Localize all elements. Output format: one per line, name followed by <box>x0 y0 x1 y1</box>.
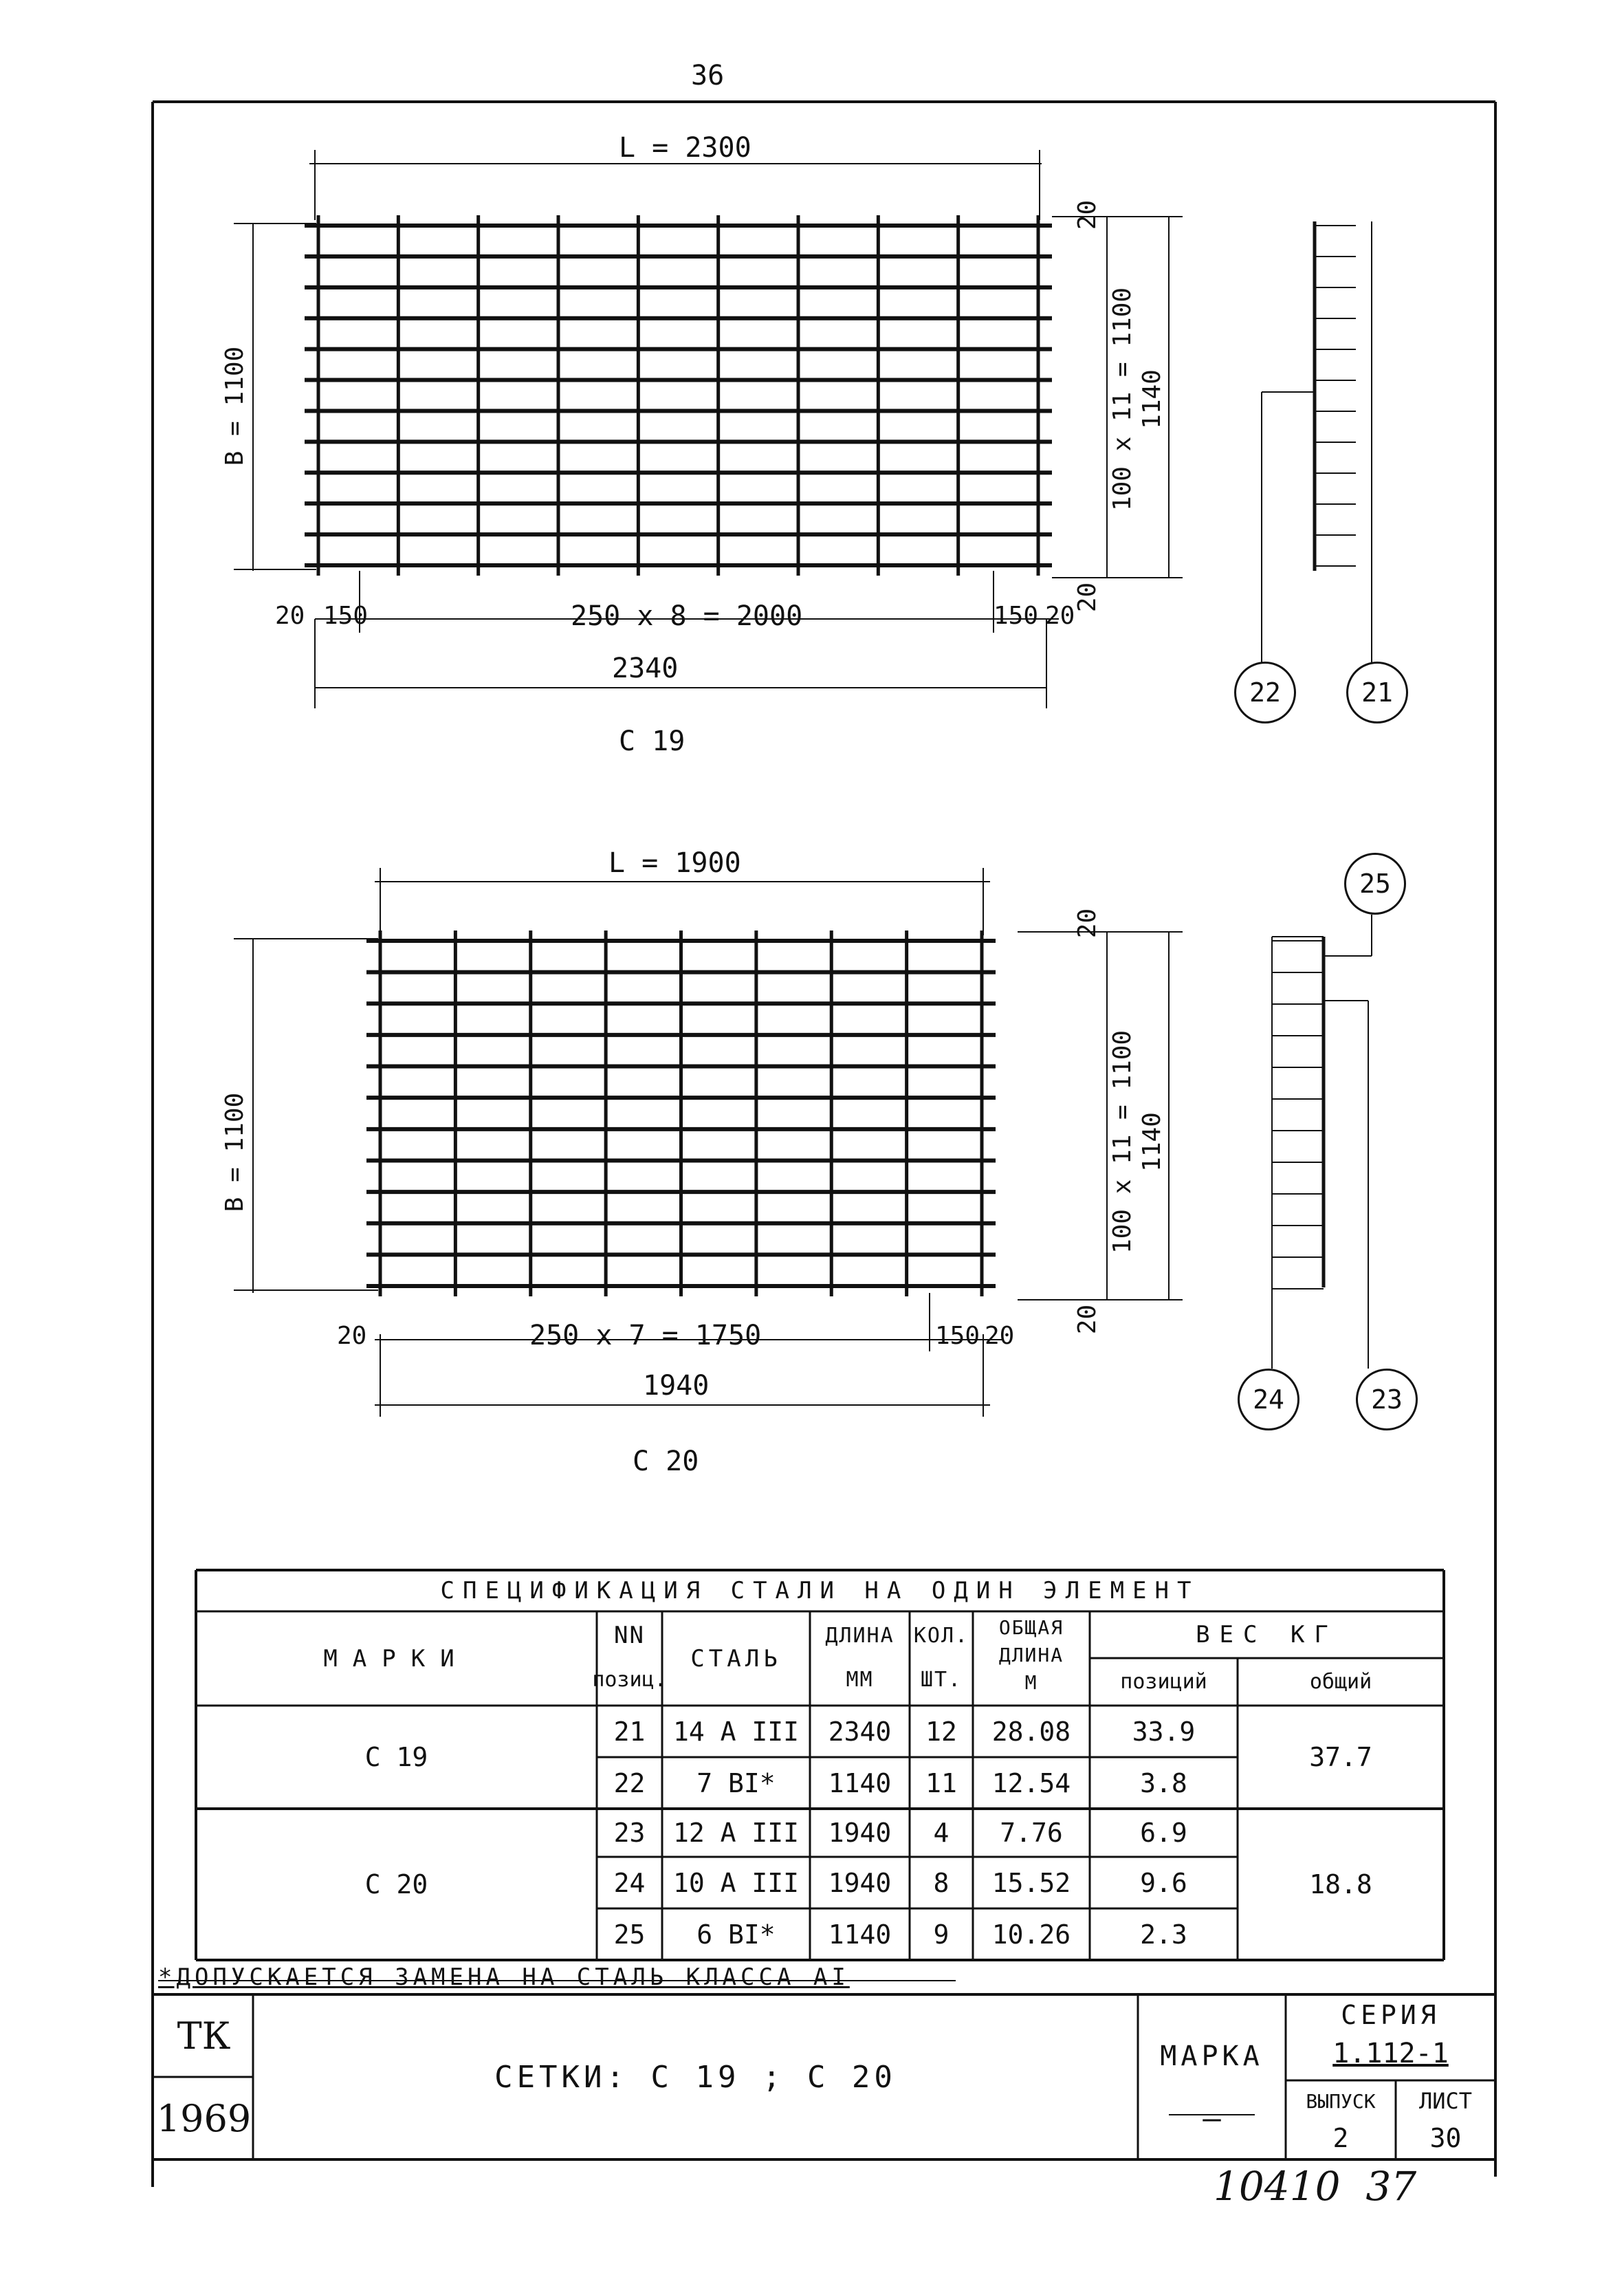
hdr-marks: МАРКИ <box>323 1644 470 1673</box>
c19-right-offset: 20 <box>1045 602 1075 630</box>
c20-length-label: L = 1900 <box>608 847 741 879</box>
table-row-1-qty: 11 <box>925 1767 957 1798</box>
callout-23: 23 <box>1356 1369 1418 1430</box>
hdr-length-1: ДЛИНА <box>825 1623 895 1648</box>
c19-left-offset: 20 <box>275 602 305 630</box>
c20-horizontal-pitch-label: 250 x 7 = 1750 <box>529 1320 762 1351</box>
c19-overall-width-label: 2340 <box>612 653 679 684</box>
table-row-4-steel: 6 ВI* <box>696 1919 776 1950</box>
mark-label: МАРКА <box>1160 2040 1264 2072</box>
c19-bottom-offset: 20 <box>1073 582 1102 613</box>
table-row-4-qty: 9 <box>933 1919 950 1950</box>
sheet-value: 30 <box>1429 2123 1462 2153</box>
spec-table-title: СПЕЦИФИКАЦИЯ СТАЛИ НА ОДИН ЭЛЕМЕНТ <box>440 1577 1200 1604</box>
drawing-title: СЕТКИ: С 19 ; С 20 <box>494 2059 897 2095</box>
table-row-4-pos: 25 <box>613 1919 646 1950</box>
hdr-weight: ВЕС КГ <box>1196 1621 1338 1648</box>
c19-left-margin: 150 <box>323 602 369 630</box>
title-block-year: 1969 <box>156 2096 252 2140</box>
page-number: 36 <box>691 60 725 91</box>
c20-height-label: B = 1100 <box>221 1092 250 1212</box>
table-row-4-total-length: 10.26 <box>991 1919 1071 1950</box>
c20-name: C 20 <box>633 1446 699 1477</box>
callout-22: 22 <box>1234 662 1296 723</box>
hdr-total-length-2: ДЛИНА <box>998 1643 1064 1666</box>
c20-right-margin: 150 <box>935 1322 980 1350</box>
hdr-total-length-3: М <box>1024 1670 1038 1694</box>
table-row-0-length: 2340 <box>828 1716 892 1747</box>
callout-21: 21 <box>1346 662 1408 723</box>
table-row-1-weight: 3.8 <box>1140 1767 1187 1798</box>
group-total-c19: 37.7 <box>1309 1742 1372 1772</box>
series-value: 1.112-1 <box>1332 2037 1449 2069</box>
c19-horizontal-pitch-label: 250 x 8 = 2000 <box>571 600 803 632</box>
group-mark-c19: С 19 <box>364 1742 428 1772</box>
table-row-3-pos: 24 <box>613 1867 646 1898</box>
table-row-1-length: 1140 <box>828 1767 892 1798</box>
c20-bottom-offset: 20 <box>1073 1304 1102 1335</box>
table-row-0-qty: 12 <box>925 1716 957 1747</box>
c20-right-offset: 20 <box>985 1322 1015 1350</box>
hdr-steel: СТАЛЬ <box>690 1644 782 1673</box>
table-row-3-weight: 9.6 <box>1140 1867 1187 1898</box>
c19-length-label: L = 2300 <box>619 132 751 164</box>
series-label: СЕРИЯ <box>1341 2000 1440 2030</box>
spec-table-footnote: *ДОПУСКАЕТСЯ ЗАМЕНА НА СТАЛЬ КЛАССА АI <box>158 1963 850 1991</box>
table-row-3-length: 1940 <box>828 1867 892 1898</box>
hdr-pos-no-1: NN <box>614 1622 645 1649</box>
issue-label: ВЫПУСК <box>1306 2089 1376 2113</box>
hdr-weight-total: общий <box>1309 1670 1372 1694</box>
table-row-1-steel: 7 ВI* <box>696 1767 776 1798</box>
c19-name: C 19 <box>619 726 685 757</box>
table-row-0-weight: 33.9 <box>1132 1716 1196 1747</box>
c20-overall-height-label: 1140 <box>1137 1112 1166 1172</box>
mark-value: — <box>1203 2100 1221 2136</box>
handwritten-archive-number: 10410 37 <box>1214 2163 1417 2210</box>
c20-vertical-pitch-label: 100 x 11 = 1100 <box>1108 1030 1137 1254</box>
table-row-4-length: 1140 <box>828 1919 892 1950</box>
hdr-qty-1: КОЛ. <box>913 1623 969 1648</box>
table-row-3-steel: 10 А III <box>672 1867 800 1898</box>
table-row-0-steel: 14 А III <box>672 1716 800 1747</box>
group-mark-c20: С 20 <box>364 1869 428 1900</box>
c20-top-offset: 20 <box>1073 908 1102 939</box>
table-row-0-pos: 21 <box>613 1716 646 1747</box>
hdr-total-length-1: ОБЩАЯ <box>998 1615 1064 1639</box>
c19-top-offset: 20 <box>1073 199 1102 230</box>
table-row-2-weight: 6.9 <box>1140 1818 1187 1848</box>
hdr-qty-2: ШТ. <box>920 1667 963 1692</box>
table-row-3-total-length: 15.52 <box>991 1867 1071 1898</box>
table-row-2-qty: 4 <box>933 1818 950 1848</box>
c19-overall-height-label: 1140 <box>1137 369 1166 429</box>
issue-value: 2 <box>1332 2123 1349 2153</box>
table-row-4-weight: 2.3 <box>1140 1919 1187 1950</box>
c20-left-offset: 20 <box>337 1322 367 1350</box>
callout-24: 24 <box>1238 1369 1299 1430</box>
hdr-length-2: ММ <box>846 1667 874 1692</box>
callout-25: 25 <box>1344 853 1406 915</box>
c20-overall-width-label: 1940 <box>643 1370 710 1402</box>
title-block-org: ТК <box>177 2014 231 2058</box>
table-row-3-qty: 8 <box>933 1867 950 1898</box>
c19-right-margin: 150 <box>994 602 1039 630</box>
c19-height-label: B = 1100 <box>221 346 250 466</box>
table-row-2-total-length: 7.76 <box>1000 1818 1063 1848</box>
table-row-1-total-length: 12.54 <box>991 1767 1071 1798</box>
table-row-2-pos: 23 <box>613 1818 646 1848</box>
table-row-0-total-length: 28.08 <box>991 1716 1071 1747</box>
table-row-2-steel: 12 А III <box>672 1818 800 1848</box>
sheet-label: ЛИСТ <box>1418 2088 1473 2114</box>
hdr-pos-no-2: позиц. <box>592 1667 667 1692</box>
group-total-c20: 18.8 <box>1309 1869 1372 1900</box>
hdr-weight-positions: позиций <box>1120 1670 1207 1694</box>
table-row-2-length: 1940 <box>828 1818 892 1848</box>
table-row-1-pos: 22 <box>613 1767 646 1798</box>
c19-vertical-pitch-label: 100 x 11 = 1100 <box>1108 287 1137 512</box>
